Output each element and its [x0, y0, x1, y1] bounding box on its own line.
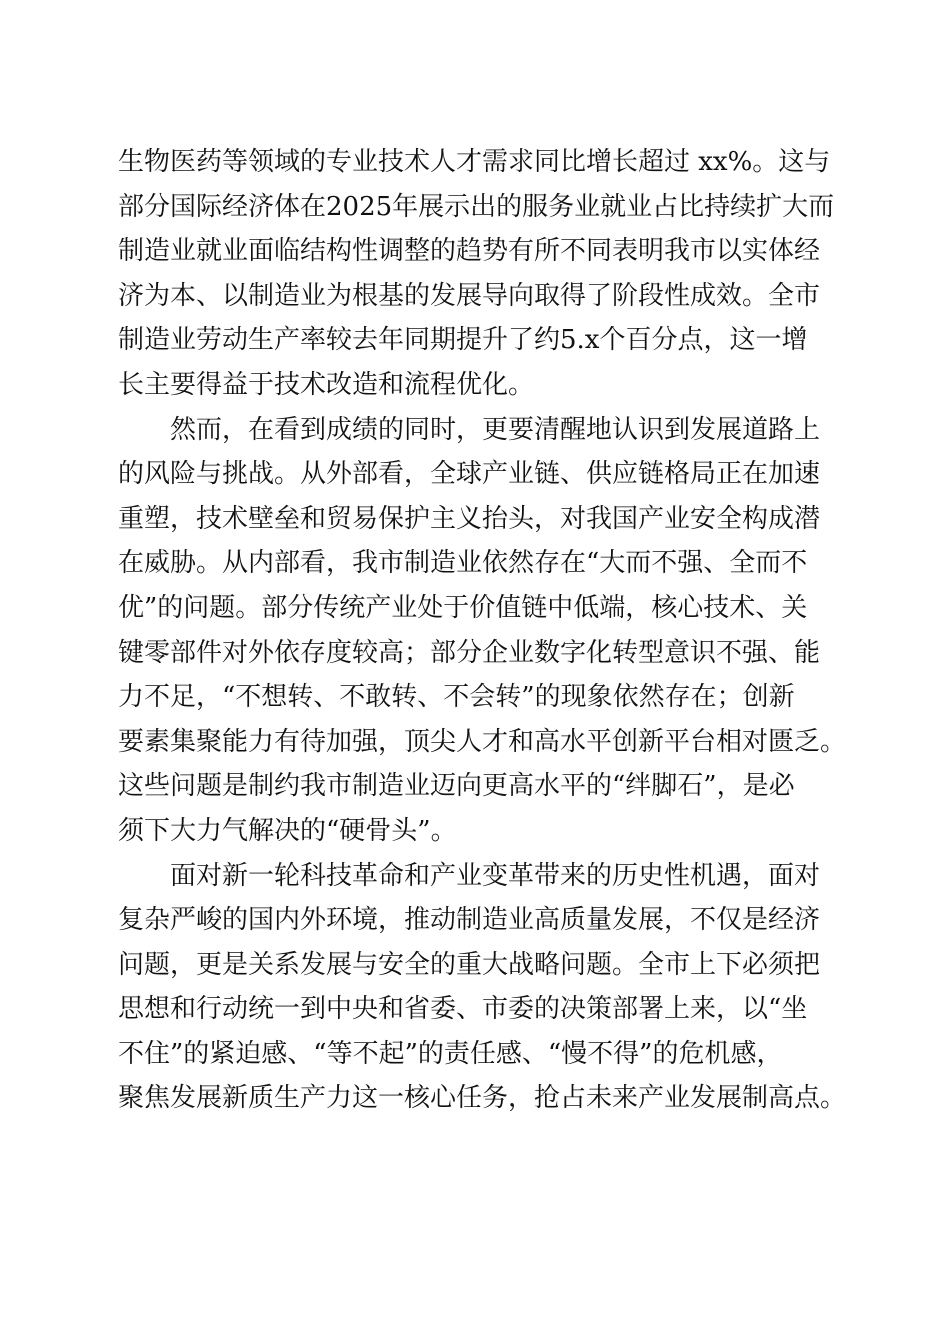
paragraph-first-line: 然而，在看到成绩的同时，更要清醒地认识到发展道路上: [170, 414, 821, 445]
text-line: 复杂严峻的国内外环境，推动制造业高质量发展，不仅是经济: [118, 905, 821, 936]
text-line: 问题，更是关系发展与安全的重大战略问题。全市上下必须把: [118, 949, 821, 980]
text-line: 优”的问题。部分传统产业处于价值链中低端，核心技术、关: [118, 592, 808, 623]
text-line: 不住”的紧迫感、“等不起”的责任感、“慢不得”的危机感，: [118, 1038, 783, 1069]
text-line: 济为本、以制造业为根基的发展导向取得了阶段性成效。全市: [118, 280, 821, 311]
text-line: 长主要得益于技术改造和流程优化。: [118, 369, 535, 400]
text-line: 聚焦发展新质生产力这一核心任务，抢占未来产业发展制高点。: [118, 1083, 847, 1114]
text-line: 部分国际经济体在2025年展示出的服务业就业占比持续扩大而: [118, 191, 835, 222]
text-line: 制造业劳动生产率较去年同期提升了约5.x个百分点，这一增: [118, 325, 808, 356]
text-line: 重塑，技术壁垒和贸易保护主义抬头，对我国产业安全构成潜: [118, 503, 821, 534]
text-line: 须下大力气解决的“硬骨头”。: [118, 815, 457, 846]
paragraph-first-line: 面对新一轮科技革命和产业变革带来的历史性机遇，面对: [170, 860, 821, 891]
text-line: 在威胁。从内部看，我市制造业依然存在“大而不强、全而不: [118, 548, 808, 579]
text-line: 生物医药等领域的专业技术人才需求同比增长超过 xx%。这与: [118, 147, 831, 177]
text-line: 键零部件对外依存度较高；部分企业数字化转型意识不强、能: [118, 637, 821, 668]
text-line: 思想和行动统一到中央和省委、市委的决策部署上来，以“坐: [118, 994, 808, 1025]
text-line: 要素集聚能力有待加强，顶尖人才和高水平创新平台相对匮乏。: [118, 726, 847, 757]
text-line: 制造业就业面临结构性调整的趋势有所不同表明我市以实体经: [118, 236, 821, 267]
text-line: 这些问题是制约我市制造业迈向更高水平的“绊脚石”，是必: [118, 771, 795, 802]
body-text: [118, 140, 847, 1121]
text-line: 力不足，“不想转、不敢转、不会转”的现象依然存在；创新: [118, 682, 795, 713]
text-line: 的风险与挑战。从外部看，全球产业链、供应链格局正在加速: [118, 459, 821, 490]
